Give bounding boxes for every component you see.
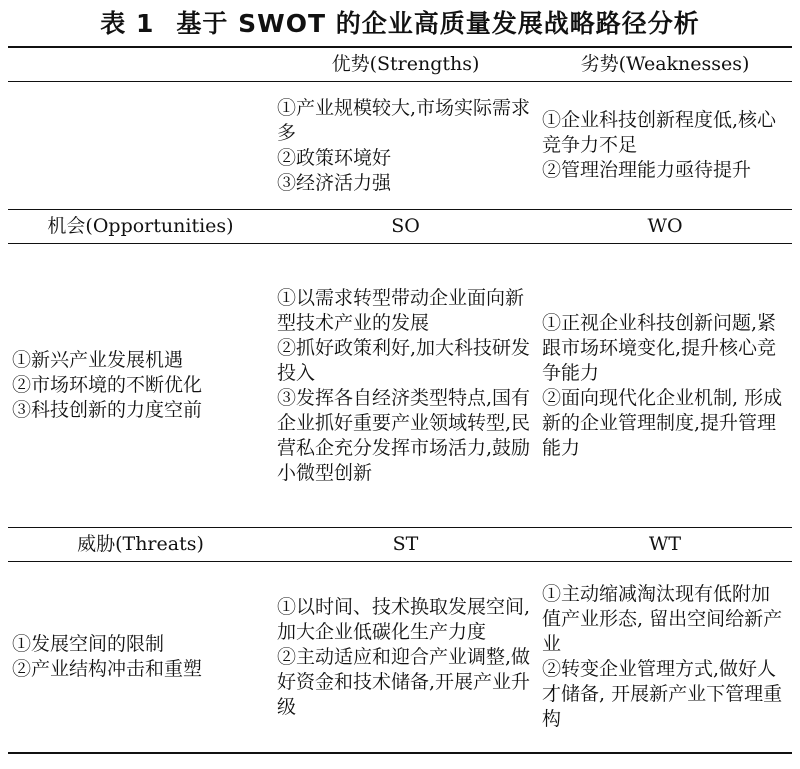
- list-item: ①正视企业科技创新问题,紧跟市场环境变化,提升核心竞争能力: [542, 311, 777, 384]
- table-title-text: 基于 SWOT 的企业高质量发展战略路径分析: [176, 9, 700, 38]
- list-item: ①以时间、技术换取发展空间,加大企业低碳化生产力度: [277, 595, 531, 643]
- wo-cell: [538, 244, 792, 528]
- so-cell: [273, 244, 538, 528]
- wt-label: WT: [538, 528, 792, 562]
- list-item: ②管理治理能力亟待提升: [542, 159, 752, 181]
- header-empty-cell: [8, 47, 273, 82]
- wt-list: [542, 582, 788, 732]
- weaknesses-list: [542, 108, 788, 183]
- wo-list: [542, 311, 788, 461]
- threats-cell: [8, 562, 273, 754]
- st-label: ST: [273, 528, 538, 562]
- threats-row: [8, 562, 792, 754]
- opportunities-list: [12, 348, 269, 423]
- opportunities-cell: [8, 244, 273, 528]
- list-item: ①以需求转型带动企业面向新型技术产业的发展: [277, 286, 525, 334]
- header-strengths: 优势(Strengths): [273, 47, 538, 82]
- threats-label: 威胁(Threats): [8, 528, 273, 562]
- list-item: ②抓好政策利好,加大科技研发投入: [277, 336, 531, 384]
- list-item: ③经济活力强: [277, 171, 392, 194]
- threats-header-row: [8, 528, 792, 562]
- list-item: ③科技创新的力度空前: [12, 399, 203, 421]
- threats-list: [12, 632, 269, 682]
- table-title: [0, 6, 800, 42]
- opportunities-label: 机会(Opportunities): [8, 210, 273, 244]
- list-item: ②主动适应和迎合产业调整,做好资金和技术储备,开展产业升级: [277, 645, 531, 718]
- wo-label: WO: [538, 210, 792, 244]
- wt-cell: [538, 562, 792, 754]
- list-item: ②面向现代化企业机制, 形成新的企业管理制度,提升管理能力: [542, 386, 783, 459]
- table-number: 表 1: [100, 9, 155, 38]
- strengths-weaknesses-row: [8, 82, 792, 210]
- st-list: [277, 595, 534, 720]
- swot-table: [8, 46, 792, 754]
- list-item: ②转变企业管理方式,做好人才储备, 开展新产业下管理重构: [542, 658, 783, 730]
- opportunities-row: [8, 244, 792, 528]
- header-row: [8, 47, 792, 82]
- list-item: ②市场环境的不断优化: [12, 374, 203, 396]
- strengths-row-empty-cell: [8, 82, 273, 210]
- list-item: ②产业结构冲击和重塑: [12, 658, 203, 680]
- so-label: SO: [273, 210, 538, 244]
- list-item: ③发挥各自经济类型特点,国有企业抓好重要产业领域转型,民营私企充分发挥市场活力,鼓励小微型创新: [277, 386, 531, 484]
- weaknesses-cell: [538, 82, 792, 210]
- list-item: ①产业规模较大,市场实际需求多: [277, 96, 531, 144]
- opportunities-header-row: [8, 210, 792, 244]
- list-item: ①发展空间的限制: [12, 633, 165, 655]
- so-list: [277, 286, 534, 486]
- list-item: ②政策环境好: [277, 146, 392, 169]
- list-item: ①新兴产业发展机遇: [12, 349, 184, 371]
- st-cell: [273, 562, 538, 754]
- strengths-list: [277, 96, 534, 196]
- list-item: ①企业科技创新程度低,核心竞争力不足: [542, 109, 777, 156]
- list-item: ①主动缩减淘汰现有低附加值产业形态, 留出空间给新产业: [542, 583, 783, 655]
- strengths-cell: [273, 82, 538, 210]
- header-weaknesses: 劣势(Weaknesses): [538, 47, 792, 82]
